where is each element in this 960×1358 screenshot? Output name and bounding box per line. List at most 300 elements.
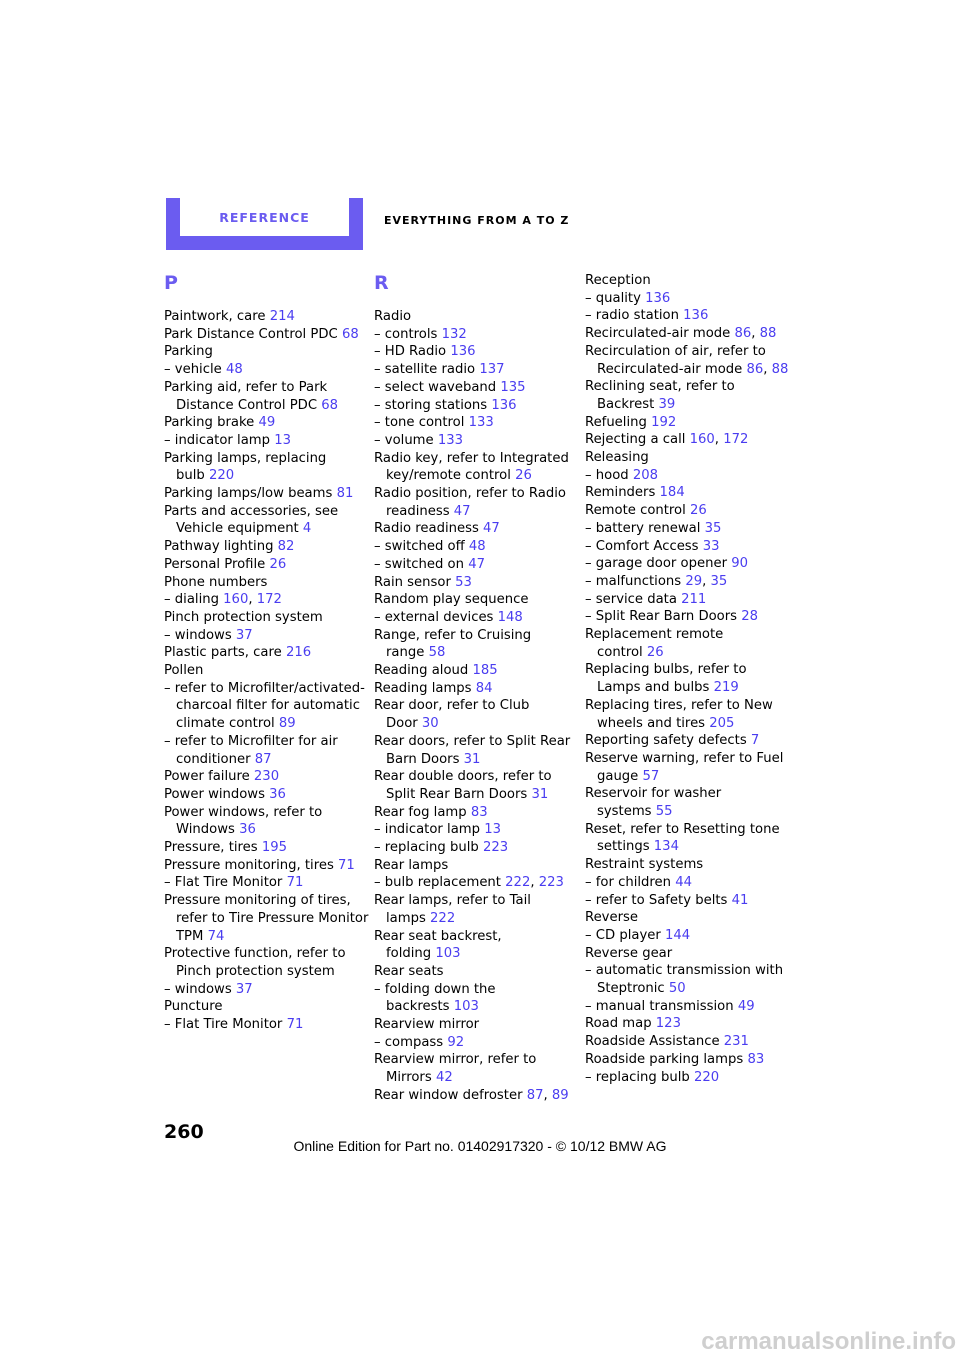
page-link[interactable]: 39 xyxy=(658,396,676,412)
entry-term: – volume xyxy=(374,432,434,448)
index-entry xyxy=(164,609,369,627)
entry-term: Power windows, refer to Windows xyxy=(164,804,323,838)
entry-term: Parking lamps/low beams xyxy=(164,486,333,501)
index-entry xyxy=(374,414,579,432)
entry-term: Paintwork, care xyxy=(164,309,266,324)
entry-term: – malfunctions xyxy=(585,573,682,589)
index-entry xyxy=(585,962,790,997)
page-link[interactable]: 37 xyxy=(235,627,253,643)
entry-term: – vehicle xyxy=(164,362,222,378)
index-entry xyxy=(585,449,790,467)
index-entry xyxy=(164,874,369,892)
entry-term: – HD Radio xyxy=(374,344,447,360)
entry-term: Rearview mirror xyxy=(374,1017,480,1032)
page-link[interactable]: 71 xyxy=(286,1017,304,1032)
index-entry xyxy=(585,272,790,290)
entry-term: Parking brake xyxy=(164,415,255,431)
entry-term: – compass xyxy=(374,1034,444,1050)
entry-term: Random play sequence xyxy=(374,592,529,608)
page-link[interactable]: 83 xyxy=(470,804,488,820)
page-link[interactable]: 92 xyxy=(447,1034,465,1050)
page-link[interactable]: 148 xyxy=(497,609,523,625)
reference-tab-inner xyxy=(180,198,349,236)
index-entry xyxy=(164,733,369,768)
index-entry xyxy=(585,538,790,556)
entry-term: Phone numbers xyxy=(164,574,268,590)
index-entry xyxy=(374,591,579,609)
entry-term: – select waveband xyxy=(374,379,497,395)
index-entry xyxy=(374,839,579,857)
index-entry xyxy=(374,609,579,627)
index-entry xyxy=(585,520,790,538)
index-entry xyxy=(585,484,790,502)
page-link[interactable]: 136 xyxy=(491,397,517,413)
page-link[interactable]: 26 xyxy=(515,468,532,484)
index-entry xyxy=(164,379,369,414)
page-link[interactable]: 86 xyxy=(734,326,752,342)
page-link[interactable]: 58 xyxy=(428,645,446,661)
index-entry: – dialing 160, 172 xyxy=(164,592,282,608)
index-entry xyxy=(585,874,790,892)
page-link[interactable]: 29 xyxy=(685,573,703,589)
index-entry xyxy=(164,485,369,503)
page-link[interactable]: 49 xyxy=(737,998,755,1014)
entry-term: Rain sensor xyxy=(374,574,451,590)
index-entry xyxy=(374,485,579,520)
page-link[interactable]: 26 xyxy=(646,644,664,660)
entry-term: Reception xyxy=(585,273,651,288)
index-entry xyxy=(164,644,369,662)
page-link[interactable]: 89 xyxy=(278,716,296,732)
index-entry xyxy=(585,414,790,432)
index-entry xyxy=(585,378,790,413)
page-link[interactable]: 205 xyxy=(709,715,735,731)
index-entry xyxy=(164,892,369,945)
index-letter: P xyxy=(164,272,178,294)
index-entry xyxy=(164,326,369,344)
entry-term: Radio key, refer to Integrated key/remote control xyxy=(374,450,569,484)
page-link[interactable]: 185 xyxy=(472,663,498,678)
entry-term: Rejecting a call xyxy=(585,432,686,448)
page-link[interactable]: 172 xyxy=(256,592,282,608)
entry-term: Park Distance Control PDC xyxy=(164,326,338,342)
index-entry xyxy=(374,520,579,538)
page-link[interactable]: 47 xyxy=(483,521,500,537)
page-link[interactable]: 223 xyxy=(538,875,564,891)
entry-term: – manual transmission xyxy=(585,998,734,1014)
entry-term: – controls xyxy=(374,326,438,342)
page-link[interactable]: 36 xyxy=(239,822,256,838)
entry-term: Replacing bulbs, refer to Lamps and bulbs xyxy=(585,662,747,696)
page-link[interactable]: 35 xyxy=(710,573,728,589)
index-entry xyxy=(374,963,579,981)
page-link[interactable]: 132 xyxy=(441,326,467,342)
page-number: 260 xyxy=(164,1121,204,1143)
index-entry xyxy=(585,998,790,1016)
index-entry xyxy=(585,555,790,573)
page-link[interactable]: 36 xyxy=(269,786,286,802)
page-link[interactable]: 88 xyxy=(771,361,789,377)
page-link[interactable]: 31 xyxy=(531,786,549,802)
entry-term: Replacement remote control xyxy=(585,627,724,660)
index-entry xyxy=(164,361,369,379)
entry-term: Range, refer to Cruising range xyxy=(374,627,532,661)
page-link[interactable]: 135 xyxy=(500,379,526,395)
page-link[interactable]: 28 xyxy=(741,609,759,625)
entry-term: Reminders xyxy=(585,485,656,501)
section-title: EVERYTHING FROM A TO Z xyxy=(384,214,570,227)
watermark: carmanualsonline.info xyxy=(701,1328,956,1355)
index-entry xyxy=(164,945,369,980)
index-entry xyxy=(164,414,369,432)
index-entry xyxy=(164,574,369,592)
index-entry xyxy=(585,307,790,325)
index-entry xyxy=(164,998,369,1016)
entry-term: – automatic transmission with Steptronic xyxy=(585,963,784,996)
index-entry xyxy=(585,1015,790,1033)
entry-term: Protective function, refer to Pinch protection system xyxy=(164,946,346,979)
index-entry: Recirculated-air mode 86, 88 xyxy=(585,326,777,342)
entry-term: Refueling xyxy=(585,414,647,430)
index-entry xyxy=(585,856,790,874)
entry-term: – bulb replacement xyxy=(374,875,501,891)
index-entry xyxy=(164,839,369,857)
page-link[interactable]: 136 xyxy=(645,290,671,306)
index-entry xyxy=(374,574,579,592)
entry-term: Pressure monitoring of tires, refer to Tire Pressure Monitor TPM xyxy=(164,893,369,944)
entry-term: Replacing tires, refer to New wheels and tires xyxy=(585,697,773,731)
page-link[interactable]: 68 xyxy=(321,397,339,413)
entry-term: Rearview mirror, refer to Mirrors xyxy=(374,1052,537,1086)
index-entry xyxy=(585,1033,790,1051)
entry-term: Parts and accessories, see Vehicle equipment xyxy=(164,503,339,537)
entry-term: Reverse xyxy=(585,910,639,926)
page-link[interactable]: 144 xyxy=(665,927,691,943)
page-link[interactable]: 84 xyxy=(475,680,493,696)
index-entry xyxy=(585,750,790,785)
page-link[interactable]: 133 xyxy=(468,415,494,431)
index-entry xyxy=(164,857,369,875)
page-link[interactable]: 87 xyxy=(526,1087,544,1103)
index-entry xyxy=(585,892,790,910)
page-link[interactable]: 74 xyxy=(207,928,225,944)
index-entry xyxy=(585,661,790,696)
entry-term: – Comfort Access xyxy=(585,538,699,554)
index-entry xyxy=(164,450,369,485)
entry-term: Radio readiness xyxy=(374,521,479,537)
page-link[interactable]: 88 xyxy=(759,326,777,342)
page-link[interactable]: 57 xyxy=(642,768,660,784)
index-entry xyxy=(374,308,579,326)
entry-term: – battery renewal xyxy=(585,520,701,536)
index-entry xyxy=(164,768,369,786)
entry-term: Recirculation of air, refer to Recirculated-air mode xyxy=(585,343,766,377)
index-entry xyxy=(374,804,579,822)
index-entry xyxy=(374,928,579,963)
index-entry xyxy=(585,290,790,308)
entry-term: – switched on xyxy=(374,556,464,572)
index-entry xyxy=(374,1051,579,1086)
page-link[interactable]: 31 xyxy=(463,751,481,767)
index-entry xyxy=(374,768,579,803)
entry-term: – hood xyxy=(585,467,629,483)
entry-term: Roadside Assistance xyxy=(585,1034,720,1050)
index-entry xyxy=(164,503,369,538)
entry-term: – windows xyxy=(164,981,232,997)
entry-term: – folding down the backrests xyxy=(374,981,496,1015)
index-letter: R xyxy=(374,272,389,294)
page-link[interactable]: 137 xyxy=(479,362,505,378)
index-entry xyxy=(164,343,369,361)
page-link[interactable]: 192 xyxy=(651,414,677,430)
page-link[interactable]: 231 xyxy=(723,1034,749,1050)
index-entry xyxy=(374,821,579,839)
index-entry xyxy=(585,608,790,626)
entry-term: – refer to Microfilter/activated-charcoal filter for automatic climate control xyxy=(164,680,365,732)
footer-edition: Online Edition for Part no. 01402917320 - © 10/12 BMW AG xyxy=(293,1138,667,1154)
entry-term: Reporting safety defects xyxy=(585,733,747,749)
entry-term: – for children xyxy=(585,874,672,890)
page-link[interactable]: 220 xyxy=(693,1069,720,1085)
entry-term: Pathway lighting xyxy=(164,539,274,555)
entry-term: – Flat Tire Monitor xyxy=(164,1017,283,1032)
index-entry xyxy=(374,538,579,556)
entry-term: – satellite radio xyxy=(374,362,476,378)
page-link[interactable]: 7 xyxy=(750,733,760,749)
page-link[interactable]: 41 xyxy=(731,892,749,908)
entry-term: Rear double doors, refer to Split Rear Barn Doors xyxy=(374,769,552,802)
entry-term: Pinch protection system xyxy=(164,609,323,625)
entry-term: – switched off xyxy=(374,539,465,555)
index-entry xyxy=(374,432,579,450)
index-entry xyxy=(374,697,579,732)
index-entry xyxy=(585,945,790,963)
entry-term: Rear lamps xyxy=(374,857,449,873)
page-link[interactable]: 133 xyxy=(437,432,464,448)
page-link[interactable]: 50 xyxy=(668,981,686,996)
page-link[interactable]: 13 xyxy=(484,822,501,838)
page-link[interactable]: 222 xyxy=(430,910,456,926)
page-link[interactable]: 86 xyxy=(746,361,764,377)
entry-term: – Split Rear Barn Doors xyxy=(585,609,738,625)
entry-term: Rear seat backrest, folding xyxy=(374,928,502,962)
entry-term: Rear window defroster xyxy=(374,1087,523,1103)
page-link[interactable]: 136 xyxy=(450,344,476,360)
index-entry xyxy=(374,556,579,574)
entry-term: Power windows xyxy=(164,786,265,802)
entry-term: – quality xyxy=(585,290,641,306)
entry-term: – radio station xyxy=(585,308,679,324)
page-link[interactable]: 134 xyxy=(653,839,679,855)
index-entry xyxy=(585,821,790,856)
page-link[interactable]: 123 xyxy=(655,1016,681,1032)
page-link[interactable]: 33 xyxy=(702,538,720,554)
entry-term: – replacing bulb xyxy=(374,840,479,855)
entry-term: Rear lamps, refer to Tail lamps xyxy=(374,893,531,926)
entry-term: – refer to Microfilter for air conditioner xyxy=(164,733,338,767)
page-link[interactable]: 136 xyxy=(683,308,709,324)
entry-term: Parking aid, refer to Park Distance Control PDC xyxy=(164,379,328,413)
page-link[interactable]: 160 xyxy=(689,432,715,448)
index-entry xyxy=(374,397,579,415)
entry-term: Power failure xyxy=(164,769,250,785)
entry-term: – indicator lamp xyxy=(374,822,480,838)
page-link[interactable]: 216 xyxy=(285,645,312,661)
entry-term: Radio position, refer to Radio readiness xyxy=(374,486,566,519)
index-entry xyxy=(585,626,790,661)
entry-term: Plastic parts, care xyxy=(164,645,282,661)
reference-tab-label: REFERENCE xyxy=(219,210,310,225)
page-link[interactable]: 71 xyxy=(286,875,304,891)
page-link[interactable]: 49 xyxy=(258,415,276,431)
page-link[interactable]: 30 xyxy=(421,716,439,732)
entry-term: – dialing xyxy=(164,592,219,608)
page-link[interactable]: 172 xyxy=(723,432,749,448)
index-entry xyxy=(374,379,579,397)
entry-term: Remote control xyxy=(585,503,686,519)
index-entry: Recirculation of air, refer to Recirculated-air mode 86, 88 xyxy=(585,343,789,377)
page-link[interactable]: 103 xyxy=(435,946,461,962)
page-link[interactable]: 103 xyxy=(453,999,479,1015)
page-link[interactable]: 68 xyxy=(341,326,359,342)
page-link[interactable]: 214 xyxy=(269,309,295,324)
index-entry xyxy=(585,697,790,732)
entry-term: – Flat Tire Monitor xyxy=(164,875,283,891)
page-link[interactable]: 47 xyxy=(468,556,485,572)
page-link[interactable]: 82 xyxy=(277,539,295,555)
index-entry xyxy=(374,343,579,361)
entry-term: Reset, refer to Resetting tone settings xyxy=(585,821,780,855)
index-entry: Rear window defroster 87, 89 xyxy=(374,1087,569,1103)
entry-term: Pressure, tires xyxy=(164,840,258,855)
entry-term: Reading aloud xyxy=(374,663,469,678)
entry-term: Parking lamps, replacing bulb xyxy=(164,450,327,484)
entry-term: Rear fog lamp xyxy=(374,804,467,820)
page-link[interactable]: 48 xyxy=(225,362,243,378)
entry-term: Parking xyxy=(164,344,213,360)
page-link[interactable]: 230 xyxy=(253,769,280,785)
index-entry xyxy=(374,627,579,662)
entry-term: Reserve warning, refer to Fuel gauge xyxy=(585,750,784,784)
page-link[interactable]: 55 xyxy=(655,804,673,819)
entry-term: Pressure monitoring, tires xyxy=(164,857,334,873)
page-link[interactable]: 44 xyxy=(675,874,693,890)
index-entry xyxy=(585,732,790,750)
index-entry xyxy=(164,538,369,556)
index-entry xyxy=(164,1016,369,1034)
index-entry xyxy=(374,981,579,1016)
index-entry xyxy=(164,308,369,326)
index-entry xyxy=(374,1016,579,1034)
entry-term: Restraint systems xyxy=(585,857,704,873)
entry-term: – CD player xyxy=(585,927,661,943)
page-link[interactable]: 26 xyxy=(269,556,287,572)
index-entry xyxy=(164,662,369,680)
entry-term: Releasing xyxy=(585,450,649,465)
index-entry xyxy=(164,432,369,450)
entry-term: Puncture xyxy=(164,999,223,1015)
page-link[interactable]: 223 xyxy=(482,840,509,855)
index-entry xyxy=(374,662,579,680)
entry-term: Roadside parking lamps xyxy=(585,1051,744,1067)
page-link[interactable]: 4 xyxy=(302,521,312,537)
index-entry xyxy=(374,1034,579,1052)
entry-term: Reverse gear xyxy=(585,945,673,961)
page-link[interactable]: 89 xyxy=(551,1087,569,1103)
index-entry xyxy=(585,909,790,927)
index-entry xyxy=(164,786,369,804)
entry-term: Recirculated-air mode xyxy=(585,326,731,342)
entry-term: Reading lamps xyxy=(374,680,472,696)
entry-term: Rear doors, refer to Split Rear Barn Doors xyxy=(374,733,571,767)
page-link[interactable]: 219 xyxy=(713,680,739,696)
index-entry xyxy=(164,680,369,733)
index-entry xyxy=(374,857,579,875)
page-link[interactable]: 26 xyxy=(690,503,707,519)
index-entry xyxy=(374,733,579,768)
page-link[interactable]: 160 xyxy=(223,592,249,608)
page-link[interactable]: 87 xyxy=(254,751,272,767)
page-link[interactable]: 220 xyxy=(208,468,235,484)
index-entry xyxy=(164,627,369,645)
page-link[interactable]: 48 xyxy=(468,539,486,555)
page-link[interactable]: 71 xyxy=(338,857,355,873)
page-link[interactable]: 81 xyxy=(336,486,354,501)
page-link[interactable]: 222 xyxy=(505,875,531,891)
page-link[interactable]: 83 xyxy=(747,1051,765,1067)
page-link[interactable]: 195 xyxy=(261,840,288,855)
entry-term: Pollen xyxy=(164,663,204,678)
index-entry xyxy=(164,556,369,574)
entry-term: – tone control xyxy=(374,415,465,431)
entry-term: Road map xyxy=(585,1016,652,1032)
entry-term: – service data xyxy=(585,591,677,607)
index-entry xyxy=(374,450,579,485)
index-entry xyxy=(164,804,369,839)
index-entry xyxy=(374,680,579,698)
entry-term: – refer to Safety belts xyxy=(585,892,728,908)
reference-tab xyxy=(166,198,363,250)
page-link[interactable]: 208 xyxy=(632,467,659,483)
page-link[interactable]: 35 xyxy=(704,520,722,536)
index-entry xyxy=(585,785,790,820)
entry-term: Reservoir for washer systems xyxy=(585,786,722,819)
index-entry xyxy=(585,467,790,485)
page-link[interactable]: 211 xyxy=(681,591,707,607)
page-link[interactable]: 37 xyxy=(235,981,253,997)
index-entry xyxy=(585,502,790,520)
page-link[interactable]: 53 xyxy=(455,574,472,590)
page-link[interactable]: 47 xyxy=(453,503,471,519)
index-entry xyxy=(374,326,579,344)
page-link[interactable]: 184 xyxy=(659,485,685,501)
entry-term: – replacing bulb xyxy=(585,1069,690,1085)
entry-term: – indicator lamp xyxy=(164,432,270,448)
index-entry xyxy=(585,1069,790,1087)
entry-term: – external devices xyxy=(374,609,494,625)
index-entry: Rejecting a call 160, 172 xyxy=(585,432,749,448)
page-link[interactable]: 90 xyxy=(731,556,748,572)
page-link[interactable]: 42 xyxy=(435,1070,453,1086)
entry-term: Radio xyxy=(374,309,412,324)
index-entry xyxy=(585,591,790,609)
index-entry xyxy=(374,361,579,379)
index-entry xyxy=(585,927,790,945)
entry-term: Personal Profile xyxy=(164,556,266,572)
entry-term: – windows xyxy=(164,627,232,643)
page-link[interactable]: 13 xyxy=(274,432,291,448)
entry-term: Reclining seat, refer to Backrest xyxy=(585,379,735,412)
